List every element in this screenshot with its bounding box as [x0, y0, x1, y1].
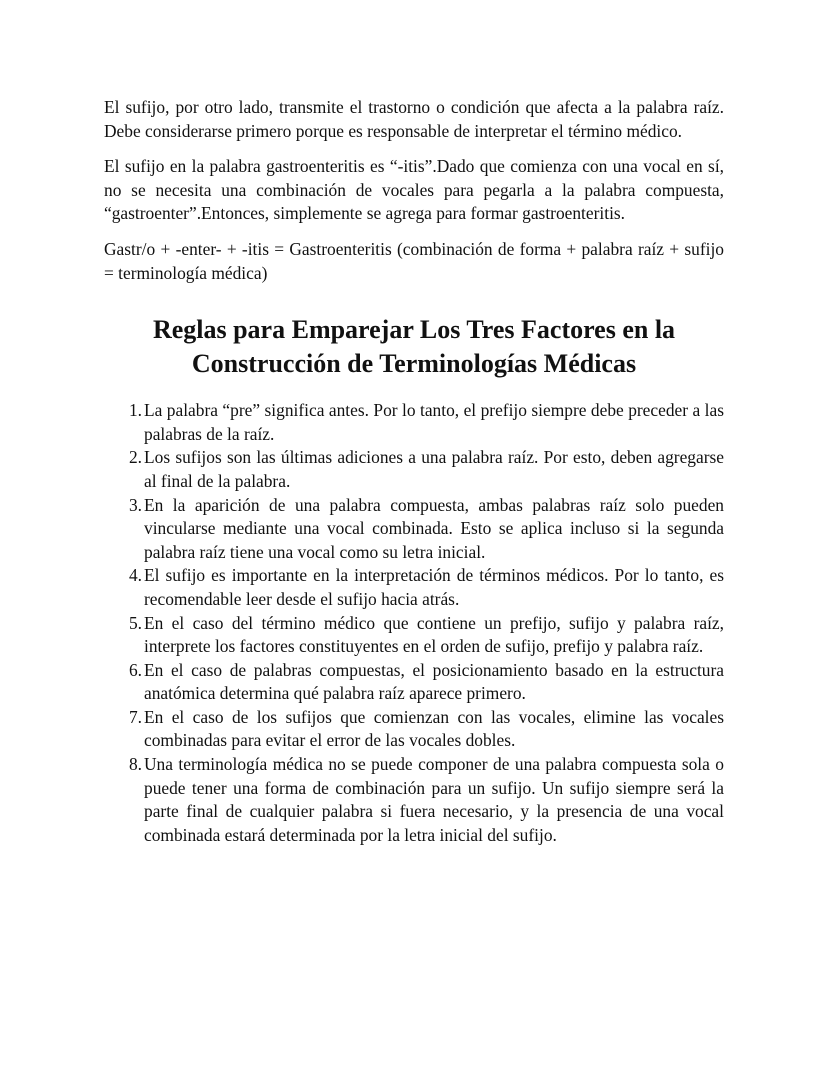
list-item-number: 2. — [128, 447, 142, 468]
list-item — [104, 399, 724, 446]
section-heading-line1: Reglas para Emparejar Los Tres Factores en la — [152, 315, 676, 345]
list-item-number: 7. — [128, 706, 142, 727]
list-item — [104, 446, 724, 493]
list-item-text: La palabra “pre” significa antes. Por lo tanto, el prefijo siempre debe preceder a las palabras de la raíz. — [144, 400, 724, 444]
intro-paragraph-gastroenteritis: El sufijo en la palabra gastroenteritis es “-itis”.Dado que comienza con una vocal en sí, no se necesita una combinación de vocales para pegarla a la palabra compuesta, “gastroenter”.Entonces, simplemente se agrega para formar gastroenteritis. — [104, 156, 724, 224]
section-heading — [104, 313, 724, 381]
list-item-text: En el caso de los sufijos que comienzan con las vocales, elimine las vocales combinadas para evitar el error de las vocales dobles. — [144, 706, 724, 751]
list-item — [104, 753, 724, 847]
list-item-number: 6. — [128, 659, 142, 680]
list-item — [104, 494, 724, 565]
list-item-number: 1. — [128, 400, 142, 421]
list-item — [104, 659, 724, 706]
list-item-text: En la aparición de una palabra compuesta, ambas palabras raíz solo pueden vincularse mediante una vocal combinada. Esto se aplica incluso si la segunda palabra raíz tiene una vocal como su letra inicial. — [144, 494, 724, 562]
list-item — [104, 612, 724, 659]
list-item-number: 8. — [128, 754, 142, 775]
list-item-text: En el caso del término médico que contiene un prefijo, sufijo y palabra raíz, interprete los factores constituyentes en el orden de sufijo, prefijo y palabra raíz. — [144, 612, 724, 657]
section-heading-line2: Construcción de Terminologías Médicas — [191, 349, 637, 379]
list-item-text: El sufijo es importante en la interpretación de términos médicos. Por lo tanto, es recomendable leer desde el sufijo hacia atrás. — [144, 565, 724, 609]
document-page — [104, 96, 724, 847]
list-item — [104, 706, 724, 753]
list-item-number: 5. — [128, 612, 142, 633]
rules-list — [104, 399, 724, 847]
intro-paragraph-formula: Gastr/o + -enter- + -itis = Gastroenteritis (combinación de forma + palabra raíz + sufijo = terminología médica) — [104, 238, 724, 283]
list-item-number: 4. — [128, 565, 142, 586]
list-item-text: Una terminología médica no se puede componer de una palabra compuesta sola o puede tener una forma de combinación para un sufijo. Un sufijo siempre será la parte final de cualquier palabra si fuera necesario, y la presencia de una vocal combinada estará determinada por la letra inicial del sufijo. — [144, 754, 724, 845]
list-item-text: Los sufijos son las últimas adiciones a una palabra raíz. Por esto, deben agregarse al final de la palabra. — [144, 447, 724, 491]
list-item-number: 3. — [128, 494, 142, 515]
list-item — [104, 564, 724, 611]
intro-paragraph-suffix: El sufijo, por otro lado, transmite el trastorno o condición que afecta a la palabra raíz. Debe considerarse primero porque es responsable de interpretar el término médico. — [104, 97, 724, 141]
list-item-text: En el caso de palabras compuestas, el posicionamiento basado en la estructura anatómica determina qué palabra raíz aparece primero. — [144, 659, 724, 704]
